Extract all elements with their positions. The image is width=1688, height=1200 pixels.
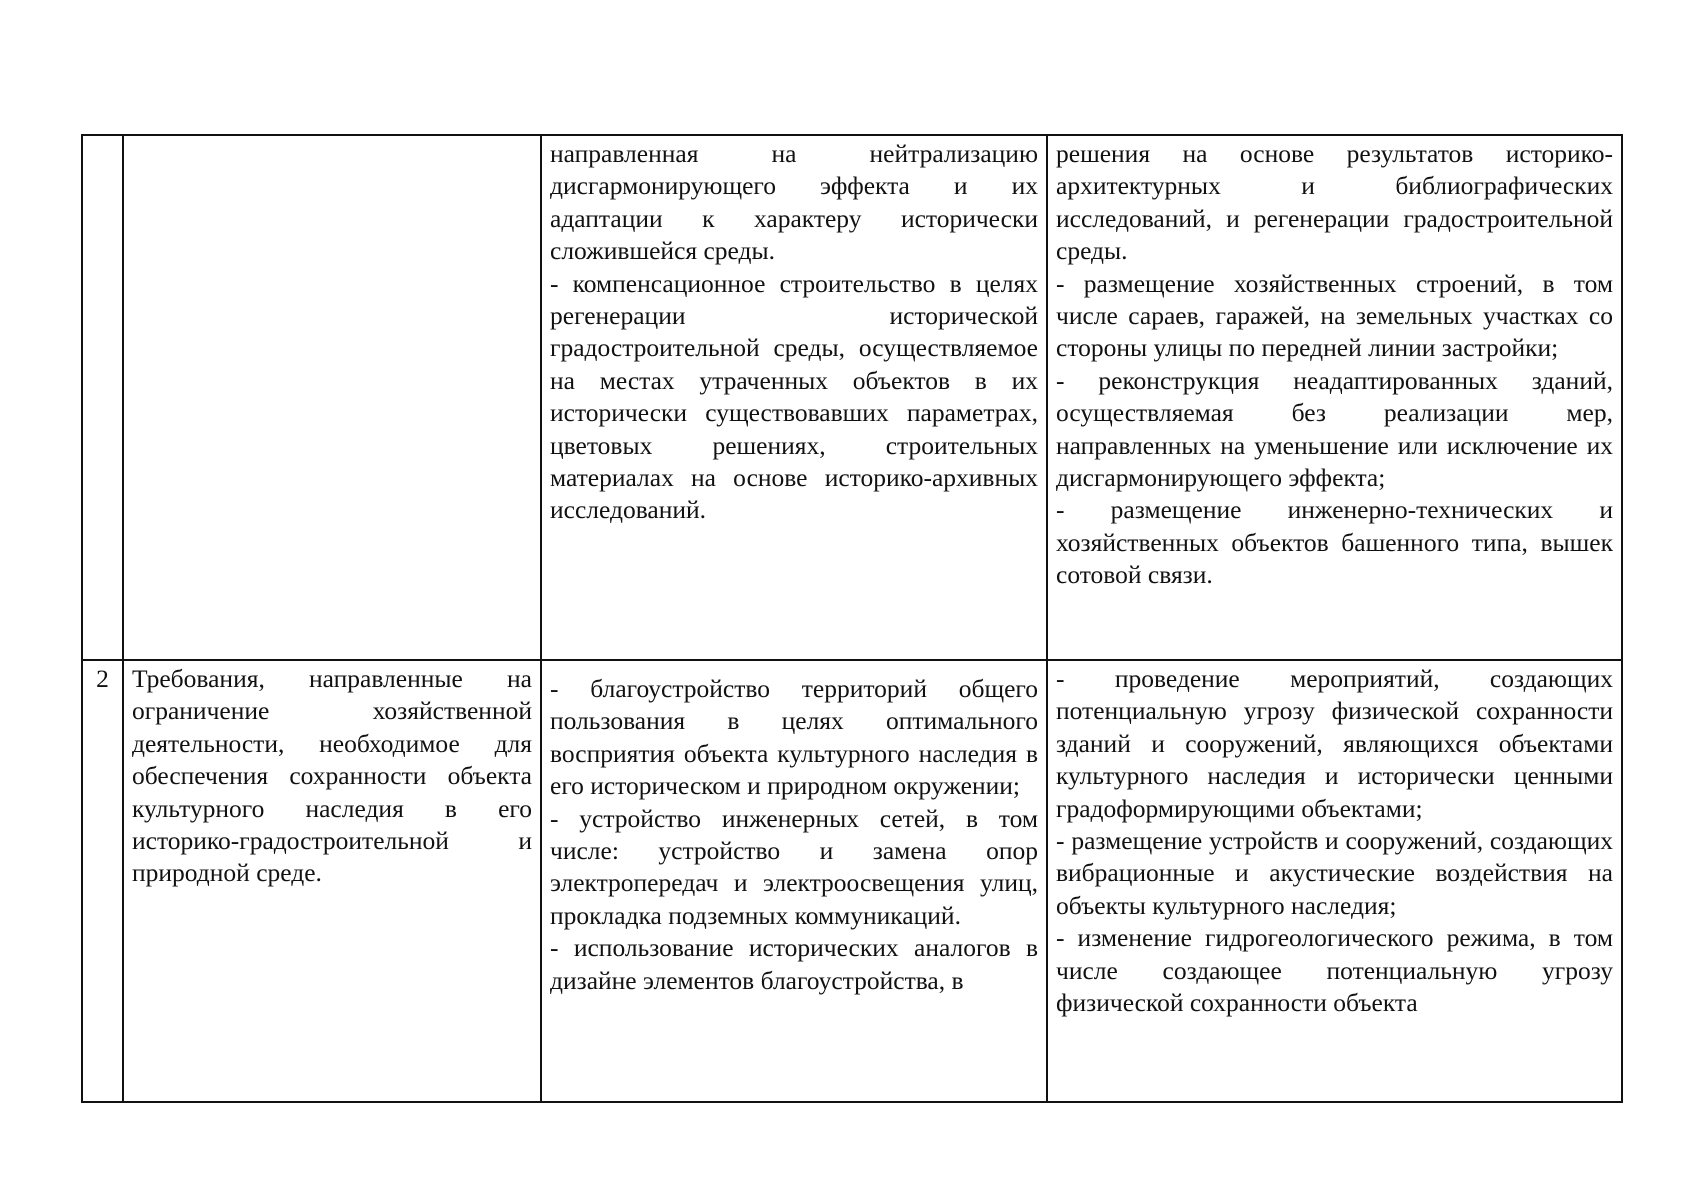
requirement-cell [123,660,541,1102]
prohibited-cell [1047,135,1622,660]
table-row [82,135,1622,660]
prohibited-item: - размещение хозяйственных строений, в том числе сараев, гаражей, на земельных участках со стороны улицы по передней линии застройки; [1056,268,1613,363]
row-number-cell [82,135,123,660]
requirements-table [81,134,1623,1103]
prohibited-item: решения на основе результатов историко-архитектурных и библиографических исследований, и регенерации градостроительной среды. [1056,139,1613,266]
prohibited-item: - проведение мероприятий, создающих потенциальную угрозу физической сохранности зданий и сооружений, являющихся объектами культурного наследия и исторически ценными градоформирующими объектами; [1056,664,1613,823]
prohibited-item: - изменение гидрогеологического режима, в том числе создающее потенциальную угрозу физической сохранности объекта [1056,923,1613,1018]
allowed-cell [541,660,1047,1102]
requirement-text: Требования, направленные на ограничение хозяйственной деятельности, необходимое для обеспечения сохранности объекта культурного наследия в его историко-градостроительной и природной среде. [132,664,532,888]
prohibited-item: - реконструкция неадаптированных зданий, осуществляемая без реализации мер, направленных на уменьшение или исключение их дисгармонирующего эффекта; [1056,365,1613,493]
allowed-item: направленная на нейтрализацию дисгармонирующего эффекта и их адаптации к характеру исторически сложившейся среды. [550,139,1038,266]
prohibited-cell [1047,660,1622,1102]
table-row [82,660,1622,1102]
requirement-cell [123,135,541,660]
allowed-item: - устройство инженерных сетей, в том числе: устройство и замена опор электропередач и электроосвещения улиц, прокладка подземных коммуникаций. [550,803,1038,930]
allowed-cell [541,135,1047,660]
row-number: 2 [96,664,109,693]
prohibited-item: - размещение устройств и сооружений, создающих вибрационные и акустические воздействия на объекты культурного наследия; [1056,826,1613,920]
allowed-item: - благоустройство территорий общего пользования в целях оптимального восприятия объекта культурного наследия в его историческом и природном окружении; [550,674,1038,801]
allowed-item: - использование исторических аналогов в дизайне элементов благоустройства, в [550,933,1038,995]
allowed-item: - компенсационное строительство в целях регенерации исторической градостроительной среды, осуществляемое на местах утраченных объектов в их исторически существовавших параметрах, цветовых решениях, строительных материалах на основе историко-архивных исследований. [550,268,1038,525]
prohibited-item: - размещение инженерно-технических и хозяйственных объектов башенного типа, вышек сотовой связи. [1056,495,1613,590]
row-number-cell [82,660,123,1102]
